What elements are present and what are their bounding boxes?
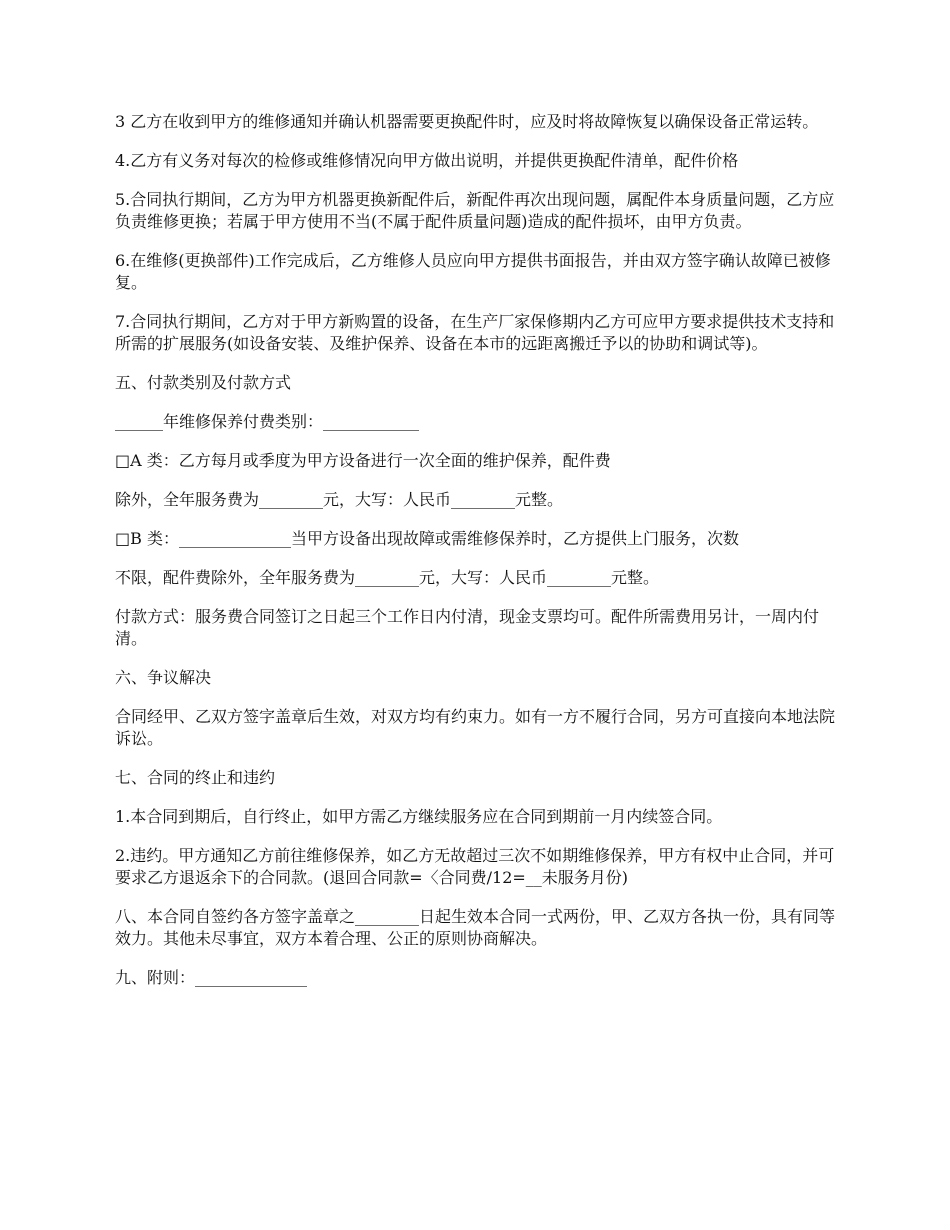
paragraph-clause-3: 3 乙方在收到甲方的维修通知并确认机器需要更换配件时，应及时将故障恢复以确保设备正常运转。 xyxy=(115,112,819,131)
payment-option-a-fee: 除外，全年服务费为________元，大写：人民币________元整。 xyxy=(115,490,564,509)
document-body xyxy=(115,111,850,1006)
dispute-resolution: 合同经甲、乙双方签字盖章后生效，对双方均有约束力。如有一方不履行合同，另方可直接向本地法院诉讼。 xyxy=(115,707,836,748)
payment-category-line: ______年维修保养付费类别：____________ xyxy=(115,412,420,431)
payment-option-b-fee: 不限，配件费除外，全年服务费为________元，大写：人民币________元整。 xyxy=(115,568,660,587)
paragraph-clause-7: 7.合同执行期间，乙方对于甲方新购置的设备，在生产厂家保修期内乙方可应甲方要求提供技术支持和所需的扩展服务(如设备安装、及维护保养、设备在本市的远距离搬迁予以的协助和调试等)。 xyxy=(115,312,835,353)
section-heading-termination: 七、合同的终止和违约 xyxy=(115,768,276,787)
paragraph-clause-6: 6.在维修(更换部件)工作完成后，乙方维修人员应向甲方提供书面报告，并由双方签字确认故障已被修复。 xyxy=(115,251,831,292)
termination-clause-2: 2.违约。甲方通知乙方前往维修保养，如乙方无故超过三次不如期维修保养，甲方有权中止合同，并可要求乙方退返余下的合同款。(退回合同款=〈合同费/12=__未服务月份) xyxy=(115,846,835,887)
paragraph-clause-4: 4.乙方有义务对每次的检修或维修情况向甲方做出说明，并提供更换配件清单，配件价格 xyxy=(115,151,739,170)
section-appendix: 九、附则：______________ xyxy=(115,968,308,987)
payment-option-b: □B 类：______________当甲方设备出现故障或需维修保养时，乙方提供上门服务，次数 xyxy=(115,529,739,548)
section-heading-dispute: 六、争议解决 xyxy=(115,668,212,687)
paragraph-clause-5: 5.合同执行期间，乙方为甲方机器更换新配件后，新配件再次出现问题，属配件本身质量问题，乙方应负责维修更换；若属于甲方使用不当(不属于配件质量问题)造成的配件损坏，由甲方负责。 xyxy=(115,190,835,231)
payment-method: 付款方式：服务费合同签订之日起三个工作日内付清，现金支票均可。配件所需费用另计，一周内付清。 xyxy=(115,607,820,648)
termination-clause-1: 1.本合同到期后，自行终止，如甲方需乙方继续服务应在合同到期前一月内续签合同。 xyxy=(115,807,723,826)
section-heading-payment: 五、付款类别及付款方式 xyxy=(115,373,292,392)
payment-option-a: □A 类：乙方每月或季度为甲方设备进行一次全面的维护保养，配件费 xyxy=(115,451,611,470)
section-effective-date: 八、本合同自签约各方签字盖章之________日起生效本合同一式两份，甲、乙双方各执一份，具有同等效力。其他未尽事宜，双方本着合理、公正的原则协商解决。 xyxy=(115,907,836,948)
